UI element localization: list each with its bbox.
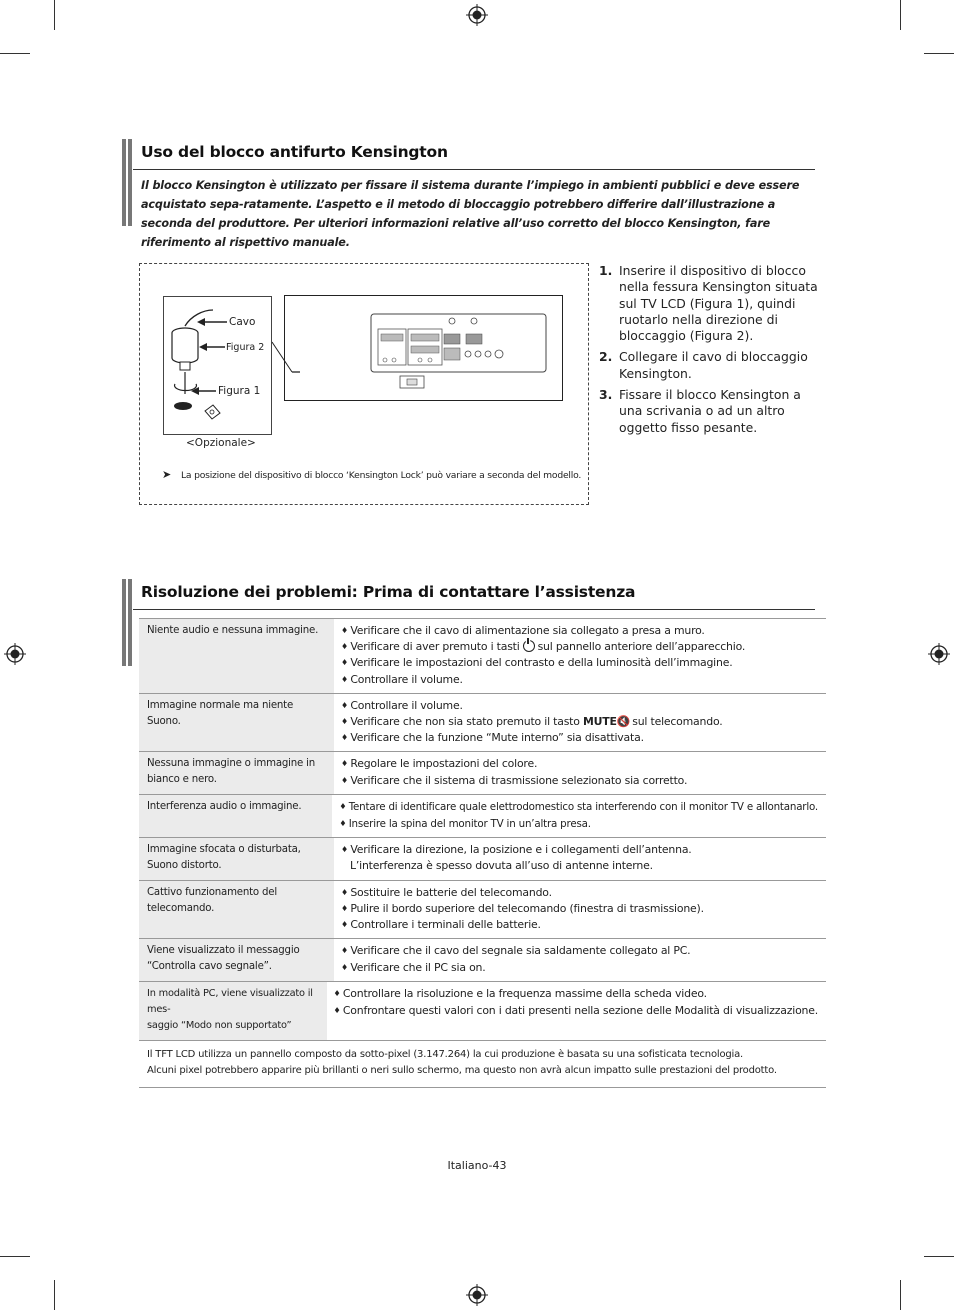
footer-line: Alcuni pixel potrebbero apparire più brillanti o neri sullo schermo, ma questo non avrà alcun impatto sulle prestazioni del prodotto. [147,1065,777,1077]
solution-bullet: ♦ Controllare il volume. [341,672,818,688]
step-2 [599,349,819,382]
section-rule [133,609,815,610]
footer-line: Il TFT LCD utilizza un pannello composto da sotto-pixel (3.147.264) la cui produzione è basata su una sofisticata tecnologia. [147,1049,743,1061]
section-title-kensington: Uso del blocco antifurto Kensington [141,143,448,161]
solution-bullet: ♦ Verificare che il PC sia on. [341,960,818,976]
crop-mark [0,53,30,54]
section-marker-bar [122,139,132,226]
registration-mark-icon [466,4,488,26]
problem-cell [139,881,334,939]
solution-text: Verificare che non sia stato premuto il tasto [350,715,580,729]
table-row [139,880,826,939]
solution-continuation: L’interferenza è spesso dovuta all’uso di antenne interne. [350,859,653,873]
solution-bullet: ♦ Verificare che il sistema di trasmissione selezionato sia corretto. [341,773,818,789]
solution-bullet: ♦ Pulire il bordo superiore del telecomando (finestra di trasmissione). [341,901,818,917]
tv-rear-panel-illustration [370,312,548,392]
solution-bullet: ♦ Tentare di identificare quale elettrodomestico sta interferendo con il monitor TV e allontanarlo. [339,799,818,815]
step-3 [599,387,819,436]
solution-bullet: ♦ Confrontare questi valori con i dati presenti nella sezione delle Modalità di visualizzazione. [334,1003,818,1019]
problem-line: Cattivo funzionamento del [147,886,277,898]
troubleshooting-table [139,618,826,1088]
step-text: Collegare il cavo di bloccaggio Kensington. [619,349,808,381]
problem-cell [139,838,334,880]
problem-line: telecomando. [147,902,215,914]
problem-line: Viene visualizzato il messaggio [147,945,300,957]
table-row [139,794,826,836]
section-title-troubleshooting: Risoluzione dei problemi: Prima di contattare l’assistenza [141,583,636,601]
crop-mark [900,1280,901,1310]
solution-cell [334,619,826,693]
power-icon [523,640,535,652]
problem-line: saggio “Modo non supportato” [147,1020,292,1032]
step-number: 2. [599,349,613,365]
step-1 [599,263,819,344]
crop-mark [900,0,901,30]
note-arrow-icon: ➤ [162,468,172,481]
problem-cell: Interferenza audio o immagine. [139,795,332,836]
problem-line: Suono distorto. [147,859,222,871]
problem-cell [139,752,334,794]
solution-bullet: ♦ Verificare le impostazioni del contrasto e della luminosità dell’immagine. [341,655,818,671]
solution-bullet: ♦ Controllare il volume. [341,698,818,714]
table-row [139,938,826,981]
crop-mark [54,1280,55,1310]
solution-bullet: ♦ Inserire la spina del monitor TV in un’altra presa. [339,816,818,832]
registration-mark-icon [466,1284,488,1306]
label-optional: <Opzionale> [186,437,256,449]
label-figura-1: Figura 1 [218,385,261,397]
kensington-intro-text: Il blocco Kensington è utilizzato per fissare il sistema durante l’impiego in ambienti pubblici e deve essere acquistato sepa-ratamente. L’aspetto e il metodo di bloccaggio potrebbero differire dall’illustrazione a seconda del produttore. Per ulteriori informazioni relative all’uso corretto del blocco Kensington, fare riferimento al rispettivo manuale. [141,179,800,249]
problem-line: In modalità PC, viene visualizzato il mes- [147,988,313,1016]
table-row [139,618,826,693]
crop-mark [0,1256,30,1257]
registration-mark-icon [928,643,950,665]
solution-bullet: ♦ Controllare i terminali delle batterie. [341,917,818,933]
solution-bullet: ♦ Controllare la risoluzione e la frequenza massime della scheda video. [334,986,818,1002]
solution-cell [334,752,826,794]
solution-bullet: ♦ Verificare che il cavo di alimentazione sia collegato a presa a muro. [341,623,818,639]
solution-text: sul telecomando. [632,715,723,729]
solution-cell [334,694,826,752]
label-figura-2: Figura 2 [226,342,265,353]
label-cavo: Cavo [229,316,256,328]
step-number: 3. [599,387,613,403]
mute-label: MUTE [582,715,617,729]
crop-mark [924,53,954,54]
solution-bullet: ♦ Regolare le impostazioni del colore. [341,756,818,772]
problem-line: Nessuna immagine o immagine in [147,758,316,770]
solution-text: sul pannello anteriore dell’apparecchio. [537,640,746,654]
kensington-steps [599,263,819,441]
solution-bullet: ♦ Verificare che il cavo del segnale sia saldamente collegato al PC. [341,943,818,959]
crop-mark [924,1256,954,1257]
problem-cell: Immagine normale ma niente Suono. [139,694,334,752]
mute-speaker-icon: 🔇 [616,715,631,729]
solution-bullet: ♦ Verificare la direzione, la posizione e i collegamenti dell’antenna. [341,842,818,858]
registration-mark-icon [4,643,26,665]
solution-cell [334,881,826,939]
solution-bullet: ♦ Verificare che la funzione “Mute interno” sia disattivata. [341,730,818,746]
note-text: La posizione del dispositivo di blocco ‘Kensington Lock’ può variare a seconda del modello. [181,470,582,481]
section-marker-bar [122,579,132,666]
table-row [139,693,826,752]
crop-mark [54,0,55,30]
solution-cell [327,982,826,1040]
problem-line: Immagine sfocata o disturbata, [147,843,301,855]
table-row [139,837,826,880]
kensington-note [162,468,581,481]
table-footer-note [139,1040,826,1088]
solution-bullet [341,639,818,655]
problem-cell [139,939,334,981]
problem-cell: Niente audio e nessuna immagine. [139,619,334,693]
solution-text: Verificare di aver premuto i tasti [350,640,520,654]
problem-line: “Controlla cavo segnale”. [147,961,272,973]
solution-cell [334,939,826,981]
page-number: Italiano-43 [447,1159,507,1172]
solution-cell [332,795,826,836]
problem-line: bianco e nero. [147,774,217,786]
step-number: 1. [599,263,613,278]
solution-cell [334,838,826,880]
section-rule [133,169,815,170]
solution-bullet: ♦ Sostituire le batterie del telecomando. [341,885,818,901]
kensington-lock-illustration [163,296,272,435]
step-text: Fissare il blocco Kensington a una scrivania o ad un altro oggetto fisso pesante. [619,387,801,435]
solution-bullet [341,714,818,730]
table-row [139,981,826,1040]
problem-cell [139,982,327,1040]
step-text: Inserire il dispositivo di blocco nella fessura Kensington situata sul TV LCD (Figura 1), quindi ruotarlo nella direzione di bloccaggio (Figura 2). [619,263,818,344]
table-row [139,751,826,794]
